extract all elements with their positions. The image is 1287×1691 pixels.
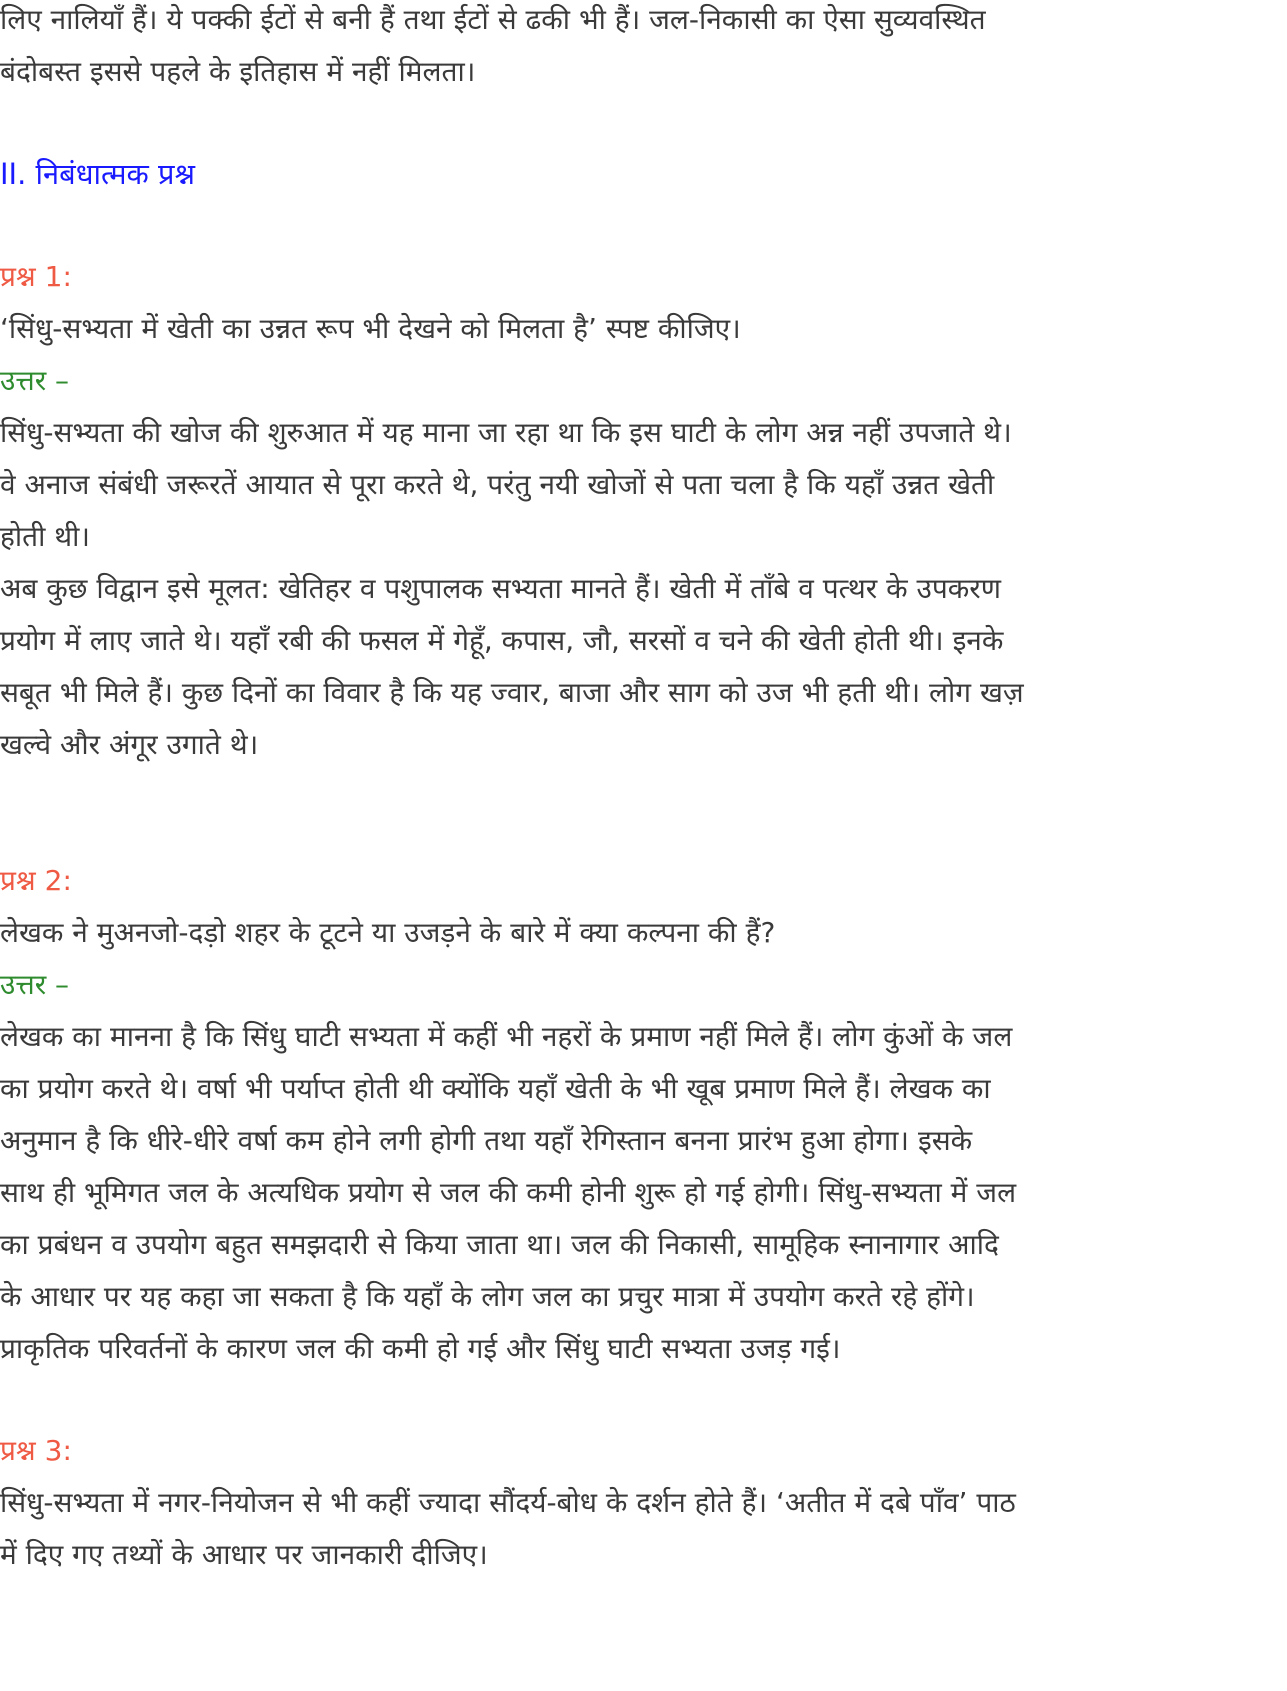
question-1-label: प्रश्न 1:: [0, 260, 72, 293]
answer-2-line: का प्रयोग करते थे। वर्षा भी पर्याप्त होती थी क्योंकि यहाँ खेती के भी खूब प्रमाण मिले हैं। लेखक का: [0, 1072, 991, 1105]
answer-2-line: के आधार पर यह कहा जा सकता है कि यहाँ के लोग जल का प्रचुर मात्रा में उपयोग करते रहे होंगे।: [0, 1280, 975, 1313]
answer-1-line: होती थी।: [0, 520, 90, 553]
question-3-text: सिंधु-सभ्यता में नगर-नियोजन से भी कहीं ज्यादा सौंदर्य-बोध के दर्शन होते हैं। ‘अतीत में दबे पाँव’ पाठ: [0, 1486, 1016, 1519]
answer-1-line: प्रयोग में लाए जाते थे। यहाँ रबी की फसल में गेहूँ, कपास, जौ, सरसों व चने की खेती होती थी। इनके: [0, 624, 1004, 657]
answer-1-label: उत्तर –: [0, 364, 70, 397]
answer-2-line: लेखक का मानना है कि सिंधु घाटी सभ्यता में कहीं भी नहरों के प्रमाण नहीं मिले हैं। लोग कुंओं के जल: [0, 1020, 1013, 1053]
answer-2-label: उत्तर –: [0, 968, 70, 1001]
answer-1-line: सिंधु-सभ्यता की खोज की शुरुआत में यह माना जा रहा था कि इस घाटी के लोग अन्न नहीं उपजाते थे।: [0, 416, 1012, 449]
answer-1-line: सबूत भी मिले हैं। कुछ दिनों का विवार है कि यह ज्वार, बाजा और साग को उज भी हती थी। लोग खज़: [0, 676, 1024, 709]
answer-1-line: अब कुछ विद्वान इसे मूलत: खेतिहर व पशुपालक सभ्यता मानते हैं। खेती में ताँबे व पत्थर के उपकरण: [0, 572, 1001, 605]
question-2-label: प्रश्न 2:: [0, 864, 72, 897]
answer-2-line: साथ ही भूमिगत जल के अत्यधिक प्रयोग से जल की कमी होनी शुरू हो गई होगी। सिंधु-सभ्यता में जल: [0, 1176, 1017, 1209]
question-3-label: प्रश्न 3:: [0, 1434, 72, 1467]
answer-2-line: प्राकृतिक परिवर्तनों के कारण जल की कमी हो गई और सिंधु घाटी सभ्यता उजड़ गई।: [0, 1332, 841, 1365]
question-3-text: में दिए गए तथ्यों के आधार पर जानकारी दीजिए।: [0, 1538, 488, 1571]
answer-2-line: का प्रबंधन व उपयोग बहुत समझदारी से किया जाता था। जल की निकासी, सामूहिक स्नानागार आदि: [0, 1228, 999, 1261]
intro-line-1: लिए नालियाँ हैं। ये पक्की ईटों से बनी हैं तथा ईटों से ढकी भी हैं। जल-निकासी का ऐसा सुव्यवस्थित: [0, 3, 986, 36]
answer-2-line: अनुमान है कि धीरे-धीरे वर्षा कम होने लगी होगी तथा यहाँ रेगिस्तान बनना प्रारंभ हुआ होगा। इसके: [0, 1124, 973, 1157]
question-2-text: लेखक ने मुअनजो-दड़ो शहर के टूटने या उजड़ने के बारे में क्या कल्पना की हैं?: [0, 916, 776, 949]
answer-1-line: खल्वे और अंगूर उगाते थे।: [0, 728, 259, 761]
question-1-text: ‘सिंधु-सभ्यता में खेती का उन्नत रूप भी देखने को मिलता है’ स्पष्ट कीजिए।: [0, 312, 741, 345]
answer-1-line: वे अनाज संबंधी जरूरतें आयात से पूरा करते थे, परंतु नयी खोजों से पता चला है कि यहाँ उन्नत खेती: [0, 468, 995, 501]
intro-line-2: बंदोबस्त इससे पहले के इतिहास में नहीं मिलता।: [0, 55, 476, 88]
section-heading: II. निबंधात्मक प्रश्न: [0, 157, 196, 191]
